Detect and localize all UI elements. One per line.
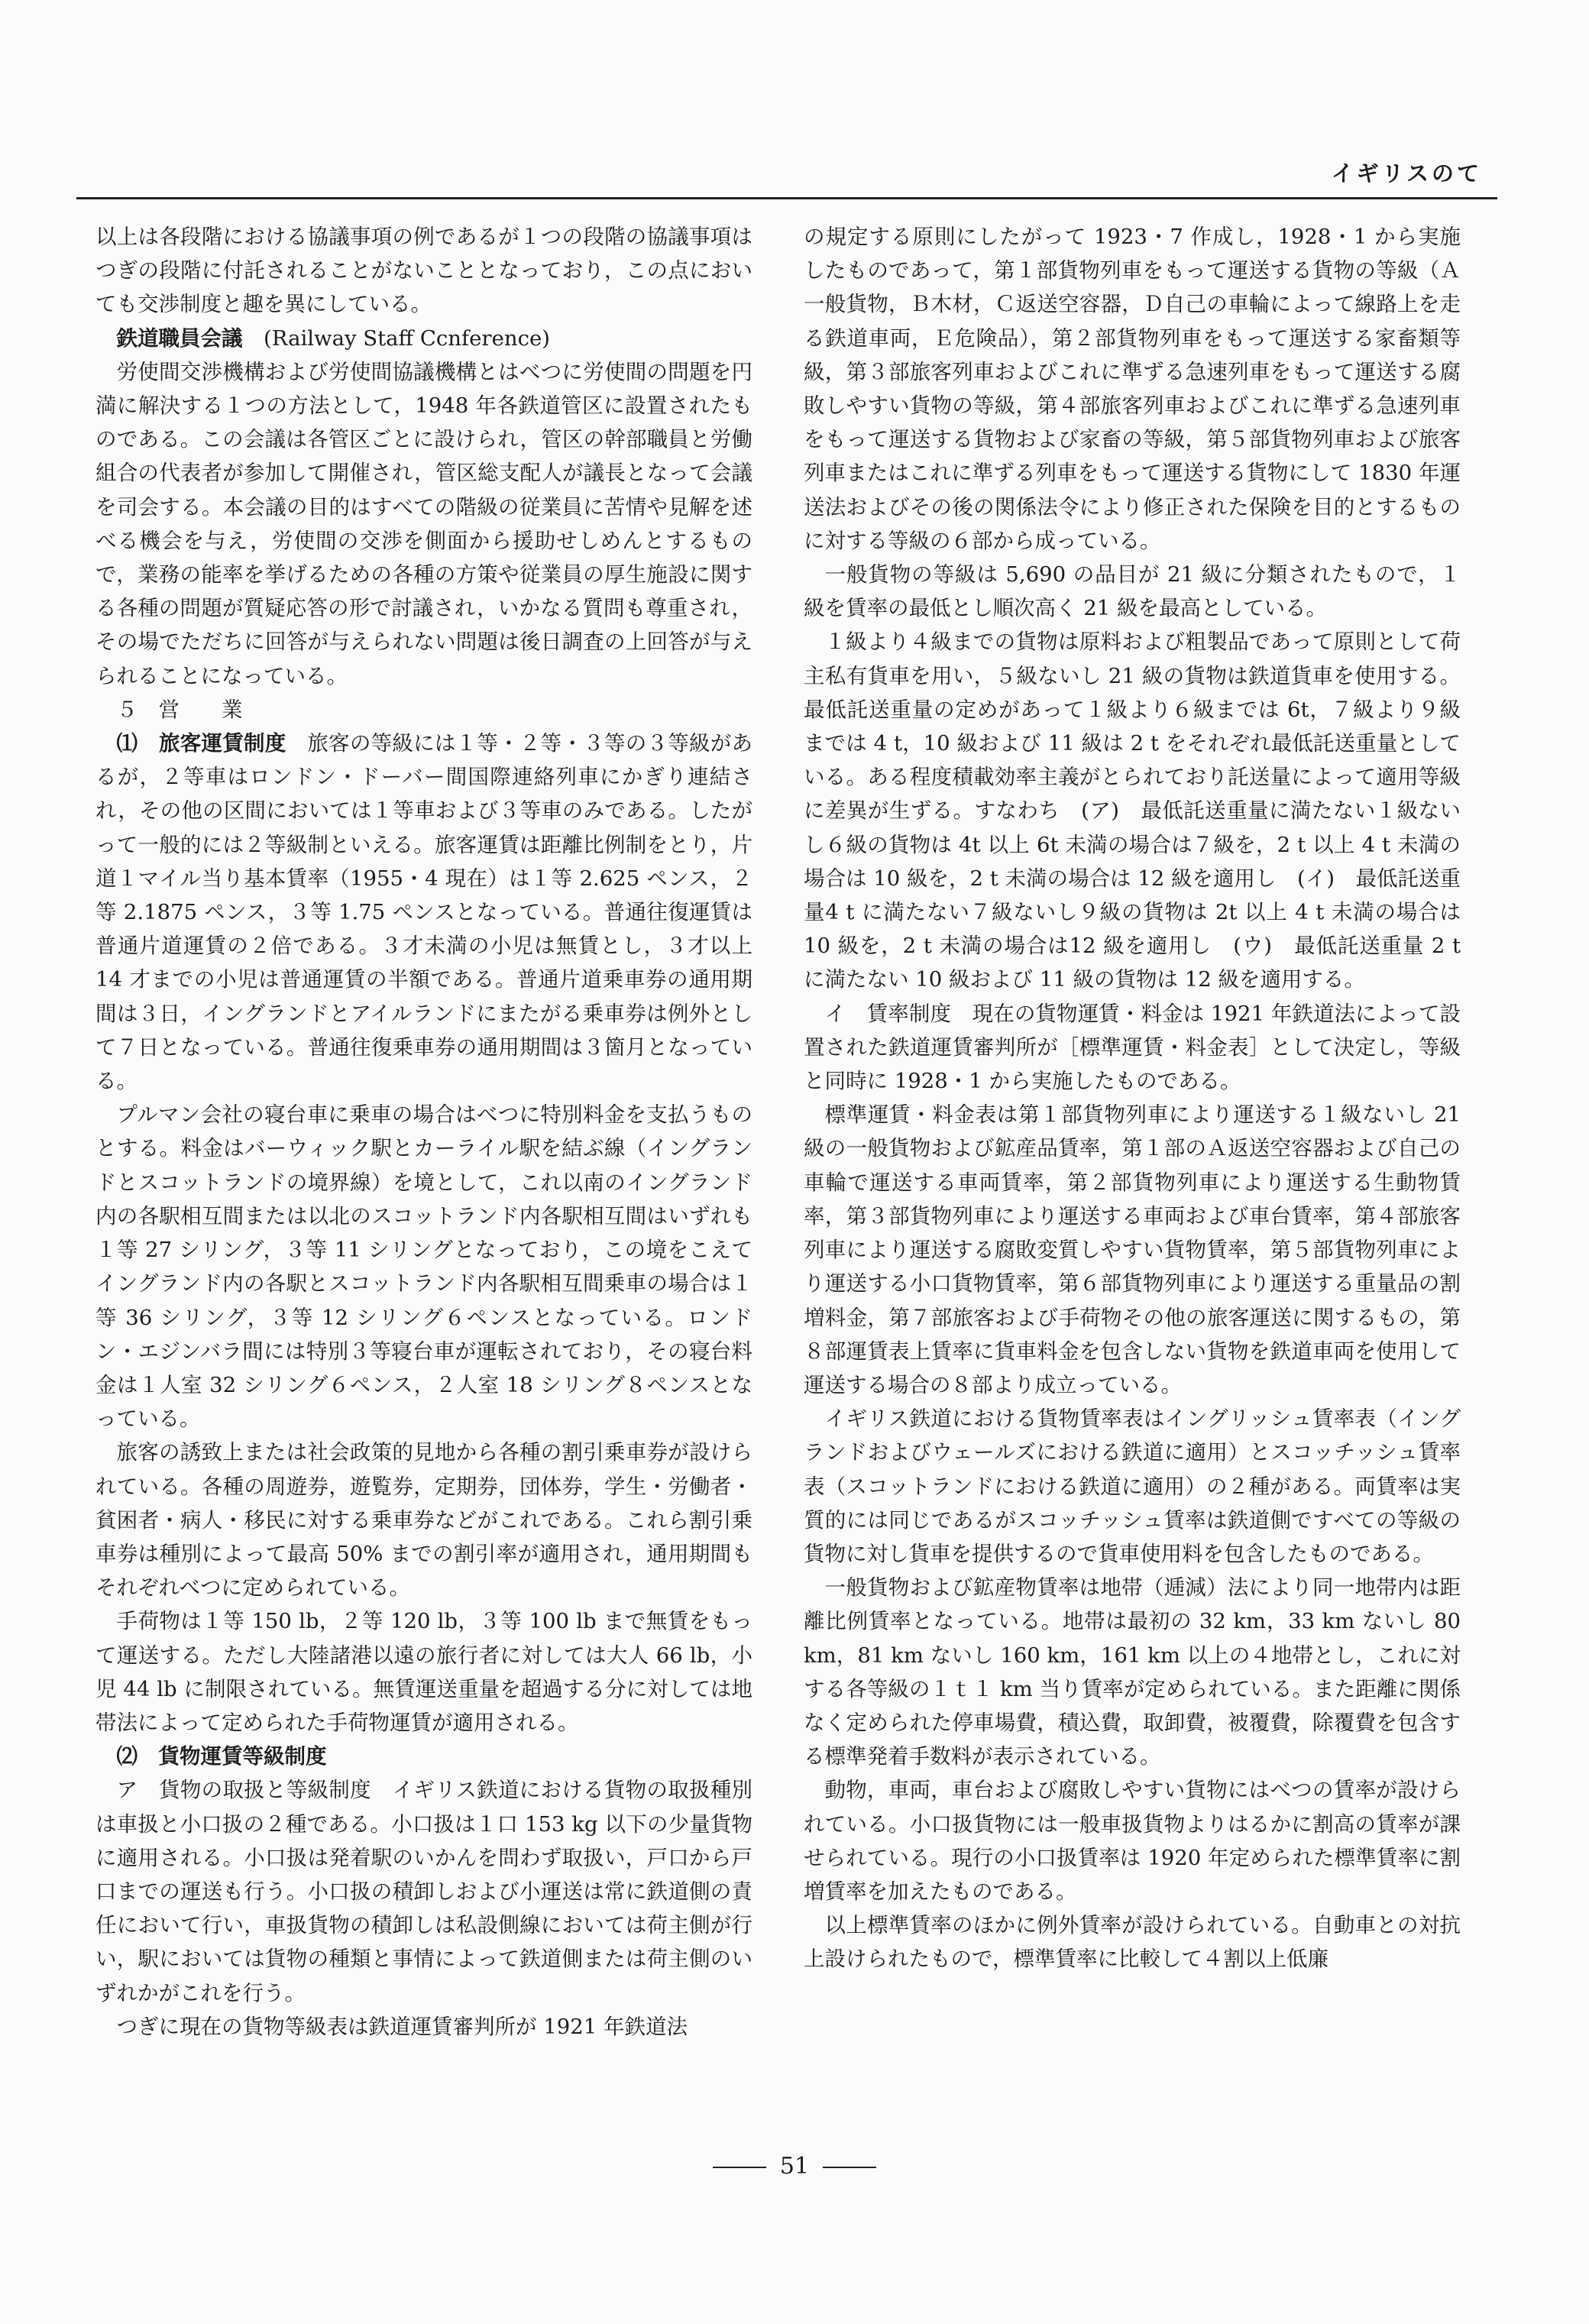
paragraph	[95, 1436, 752, 1604]
paragraph-text: 一般貨物および鉱産物賃率は地帯（逓減）法により同一地帯内は距離比例賃率となっている。地帯は最初の 32 km，33 km ないし 80 km，81 km ないし 160 km，161 km 以上の４地帯とし，これに対する各等級の１ｔ１ km 当り賃率が定められている。また距離に関係なく定められた停車場費，積込費，取卸費，被覆費，除覆費を包含する標準発着手数料が表示されている。	[804, 1575, 1461, 1769]
paragraph	[95, 1098, 752, 1436]
paragraph-heading: ⑵ 貨物運賃等級制度	[116, 1744, 327, 1769]
paragraph-text: 一般貨物の等級は 5,690 の品目が 21 級に分類されたもので，１級を賃率の最低とし順次高く 21 級を最高としている。	[804, 562, 1461, 621]
paragraph-text: 手荷物は１等 150 lb，２等 120 lb，３等 100 lb まで無賃をもって運送する。ただし大陸諸港以遠の旅行者に対しては大人 66 lb，小児 44 lb に制限されている。無賃運送重量を超過する分に対しては地帯法によって定められた手荷物運賃が適用される。	[95, 1609, 752, 1735]
paragraph-text: イ 賃率制度 現在の貨物運賃・料金は 1921 年鉄道法によって設置された鉄道運賃審判所が［標準運賃・料金表］として決定し，等級と同時に 1928・1 から実施したものである。	[804, 1001, 1461, 1094]
paragraph	[804, 625, 1461, 996]
paragraph	[804, 1571, 1461, 1773]
paragraph	[95, 355, 752, 693]
paragraph-text: 標準運賃・料金表は第１部貨物列車により運送する１級ないし 21 級の一般貨物および鉱産品賃率，第１部のＡ返送空容器および自己の車輪で運送する車両賃率，第２部貨物列車により運送する生動物賃率，第３部貨物列車により運送する車両および車台賃率，第４部旅客列車により運送する腐敗変質しやすい貨物賃率，第５部貨物列車により運送する小口貨物賃率，第６部貨物列車により運送する重量品の割増料金，第７部旅客および手荷物その他の旅客運送に関するもの，第８部運賃表上賃率に貨車料金を包含しない貨物を鉄道車両を使用して運送する場合の８部より成立っている。	[804, 1102, 1461, 1397]
paragraph	[804, 220, 1461, 558]
paragraph-heading: ⑴ 旅客運賃制度	[116, 731, 286, 756]
paragraph	[95, 1773, 752, 2009]
paragraph	[95, 2010, 752, 2044]
page-footer	[0, 2153, 1589, 2180]
paragraph	[95, 1604, 752, 1740]
paragraph-text: ５ 営 業	[116, 697, 243, 722]
footer-dash-left	[713, 2167, 766, 2168]
paragraph	[804, 1402, 1461, 1571]
left-column	[95, 220, 752, 2044]
paragraph-text: 以上は各段階における協議事項の例であるが１つの段階の協議事項はつぎの段階に付託されることがないこととなっており，この点においても交渉制度と趣を異にしている。	[95, 225, 752, 317]
paragraph	[804, 997, 1461, 1099]
section-title	[95, 693, 752, 727]
footer-dash-right	[823, 2167, 876, 2168]
paragraph	[804, 1773, 1461, 1908]
paragraph-text: イギリス鉄道における貨物賃率表はイングリッシュ賃率表（イングランドおよびウェールズにおける鉄道に適用）とスコッチッシュ賃率表（スコットランドにおける鉄道に適用）の２種がある。両賃率は実質的には同じであるがスコッチッシュ賃率は鉄道側ですべての等級の貨物に対し貨車を提供するので貨車使用料を包含したものである。	[804, 1406, 1461, 1566]
paragraph-text: プルマン会社の寝台車に乗車の場合はべつに特別料金を支払うものとする。料金はバーウィック駅とカーライル駅を結ぶ線（イングランドとスコットランドの境界線）を境として，これ以南のイングランド内の各駅相互間または以北のスコットランド内各駅相互間はいずれも１等 27 シリング，３等 11 シリングとなっており，この境をこえてイングランド内の各駅とスコットランド内各駅相互間乗車の場合は１等 36 シリング，３等 12 シリング６ペンスとなっている。ロンドン・エジンバラ間には特別３等寝台車が運転されており，その寝台料金は１人室 32 シリング６ペンス，２人室 18 シリング８ペンスとなっている。	[95, 1102, 752, 1432]
paragraph-text: つぎに現在の貨物等級表は鉄道運賃審判所が 1921 年鉄道法	[116, 2014, 688, 2039]
paragraph-text: 旅客の等級には１等・２等・３等の３等級があるが，２等車はロンドン・ドーバー間国際連絡列車にかぎり連結され，その他の区間においては１等車および３等車のみである。したがって一般的には２等級制といえる。旅客運賃は距離比例制をとり，片道１マイル当り基本賃率（1955・4 現在）は１等 2.625 ペンス，２等 2.1875 ペンス，３等 1.75 ペンスとなっている。普通往復運賃は普通片道運賃の２倍である。３才未満の小児は無賃とし，３才以上 14 才までの小児は普通運賃の半額である。普通片道乗車券の通用期間は３日，イングランドとアイルランドにまたがる乗車券は例外として７日となっている。普通往復乗車券の通用期間は３箇月となっている。	[95, 731, 753, 1094]
paragraph	[804, 1098, 1461, 1402]
header-rule	[76, 197, 1497, 199]
paragraph-text: 以上標準賃率のほかに例外賃率が設けられている。自動車との対抗上設けられたもので，標準賃率に比較して４割以上低廉	[804, 1913, 1461, 1972]
paragraph-text: (Railway Staff Ccnference)	[264, 325, 550, 351]
paragraph-heading: 鉄道職員会議	[116, 325, 243, 351]
paragraph-text: 労使間交渉機構および労使間協議機構とはべつに労使間の問題を円満に解決する１つの方法として，1948 年各鉄道管区に設置されたものである。この会議は各管区ごとに設けられ，管区の幹部職員と労働組合の代表者が参加して開催され，管区総支配人が議長となって会議を司会する。本会議の目的はすべての階級の従業員に苦情や見解を述べる機会を与え，労使間の交渉を側面から援助せしめんとするもので，業務の能率を挙げるための各種の方策や従業員の厚生施設に関する各種の問題が質疑応答の形で討議され，いかなる質問も尊重され，その場でただちに回答が与えられない問題は後日調査の上回答が与えられることになっている。	[95, 359, 752, 688]
page-number: 51	[779, 2153, 810, 2180]
paragraph-text: 動物，車両，車台および腐敗しやすい貨物にはべつの賃率が設けられている。小口扱貨物には一般車扱貨物よりはるかに割高の賃率が課せられている。現行の小口扱賃率は 1920 年定められた標準賃率に割増賃率を加えたものである。	[804, 1778, 1461, 1904]
paragraph-text: １級より４級までの貨物は原料および粗製品であって原則として荷主私有貨車を用い，５級ないし 21 級の貨物は鉄道貨車を使用する。最低託送重量の定めがあって１級より６級までは 6t，７級より９級までは 4 t，10 級および 11 級は 2 t をそれぞれ最低託送重量としている。ある程度積載効率主義がとられており託送量によって適用等級に差異が生ずる。すなわち (ア) 最低託送重量に満たない１級ないし６級の貨物は 4t 以上 6t 未満の場合は７級を，2 t 以上 4 t 未満の場合は 10 級を，2 t 未満の場合は 12 級を適用し (イ) 最低託送重量4 t に満たない７級ないし９級の貨物は 2t 以上 4 t 未満の場合は 10 級を，2 t 未満の場合は12 級を適用し (ウ) 最低託送重量 2 t に満たない 10 級および 11 級の貨物は 12 級を適用する。	[804, 630, 1461, 992]
paragraph	[95, 220, 752, 322]
section-heading	[95, 1740, 752, 1773]
right-column	[804, 220, 1461, 1976]
paragraph-text: 旅客の誘致上または社会政策的見地から各種の割引乗車券が設けられている。各種の周遊券，遊覧券，定期券，団体券，学生・労働者・貧困者・病人・移民に対する乗車券などがこれである。これら割引乗車券は種別によって最高 50% までの割引率が適用され，通用期間もそれぞれべつに定められている。	[95, 1440, 752, 1601]
section-heading	[95, 322, 752, 355]
running-header: イギリスのて	[1331, 160, 1482, 186]
paragraph	[804, 558, 1461, 625]
paragraph	[95, 727, 752, 1098]
paragraph-text: の規定する原則にしたがって 1923・7 作成し，1928・1 から実施したものであって，第１部貨物列車をもって運送する貨物の等級（Ａ一般貨物，Ｂ木材，Ｃ返送空容器，Ｄ自己の車輪によって線路上を走る鉄道車両，Ｅ危険品），第２部貨物列車をもって運送する家畜類等級，第３部旅客列車およびこれに準ずる急速列車をもって運送する腐敗しやすい貨物の等級，第４部旅客列車およびこれに準ずる急速列車をもって運送する貨物および家畜の等級，第５部貨物列車および旅客列車またはこれに準ずる列車をもって運送する貨物にして 1830 年運送法およびその後の関係法令により修正された保険を目的とするものに対する等級の６部から成っている。	[804, 225, 1461, 553]
paragraph-text: ア 貨物の取扱と等級制度 イギリス鉄道における貨物の取扱種別は車扱と小口扱の２種である。小口扱は１口 153 kg 以下の少量貨物に適用される。小口扱は発着駅のいかんを問わず取扱い，戸口から戸口までの運送も行う。小口扱の積卸しおよび小運送は常に鉄道側の責任において行い，車扱貨物の積卸しは私設側線においては荷主側が行い，駅においては貨物の種類と事情によって鉄道側または荷主側のいずれかがこれを行う。	[95, 1778, 752, 2005]
paragraph	[804, 1908, 1461, 1976]
